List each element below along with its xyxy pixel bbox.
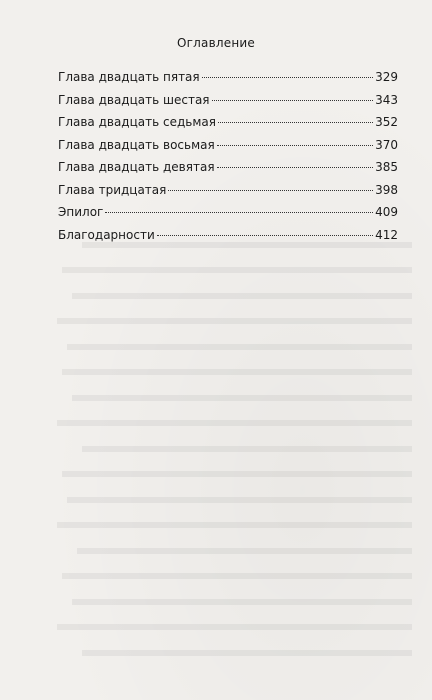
toc-entry-title: Благодарности — [58, 227, 155, 242]
dot-leader — [218, 122, 373, 123]
toc-entry-page: 412 — [375, 227, 398, 242]
toc-entry-page: 329 — [375, 70, 398, 84]
toc-entry — [58, 89, 398, 112]
dot-leader — [105, 212, 373, 213]
toc-entry-title: Глава двадцать седьмая — [58, 115, 216, 129]
toc-entry — [58, 66, 398, 89]
toc-entry-page: 385 — [375, 160, 398, 174]
toc-entry-page: 352 — [375, 115, 398, 129]
dot-leader — [217, 167, 374, 168]
toc-entry-title: Глава двадцать пятая — [58, 70, 200, 84]
table-of-contents — [58, 66, 398, 246]
toc-entry — [58, 201, 398, 224]
dot-leader — [212, 100, 374, 101]
toc-entry — [58, 179, 398, 202]
toc-entry-title: Глава двадцать шестая — [58, 92, 210, 107]
page-title: Оглавление — [177, 36, 255, 50]
dot-leader — [168, 190, 373, 191]
toc-entry-page: 370 — [375, 137, 398, 152]
toc-entry-page: 398 — [375, 182, 398, 197]
toc-entry — [58, 156, 398, 179]
toc-entry-title: Глава тридцатая — [58, 182, 167, 197]
toc-entry — [58, 134, 398, 157]
dot-leader — [202, 77, 373, 78]
toc-entry-title: Эпилог — [58, 205, 104, 219]
dot-leader — [217, 145, 373, 146]
toc-entry-page: 343 — [375, 92, 398, 107]
toc-entry — [58, 111, 398, 134]
reverse-side-bleed-through — [42, 222, 412, 662]
toc-entry-page: 409 — [375, 205, 398, 219]
toc-entry-title: Глава двадцать восьмая — [58, 137, 215, 152]
toc-entry-title: Глава двадцать девятая — [58, 160, 215, 174]
